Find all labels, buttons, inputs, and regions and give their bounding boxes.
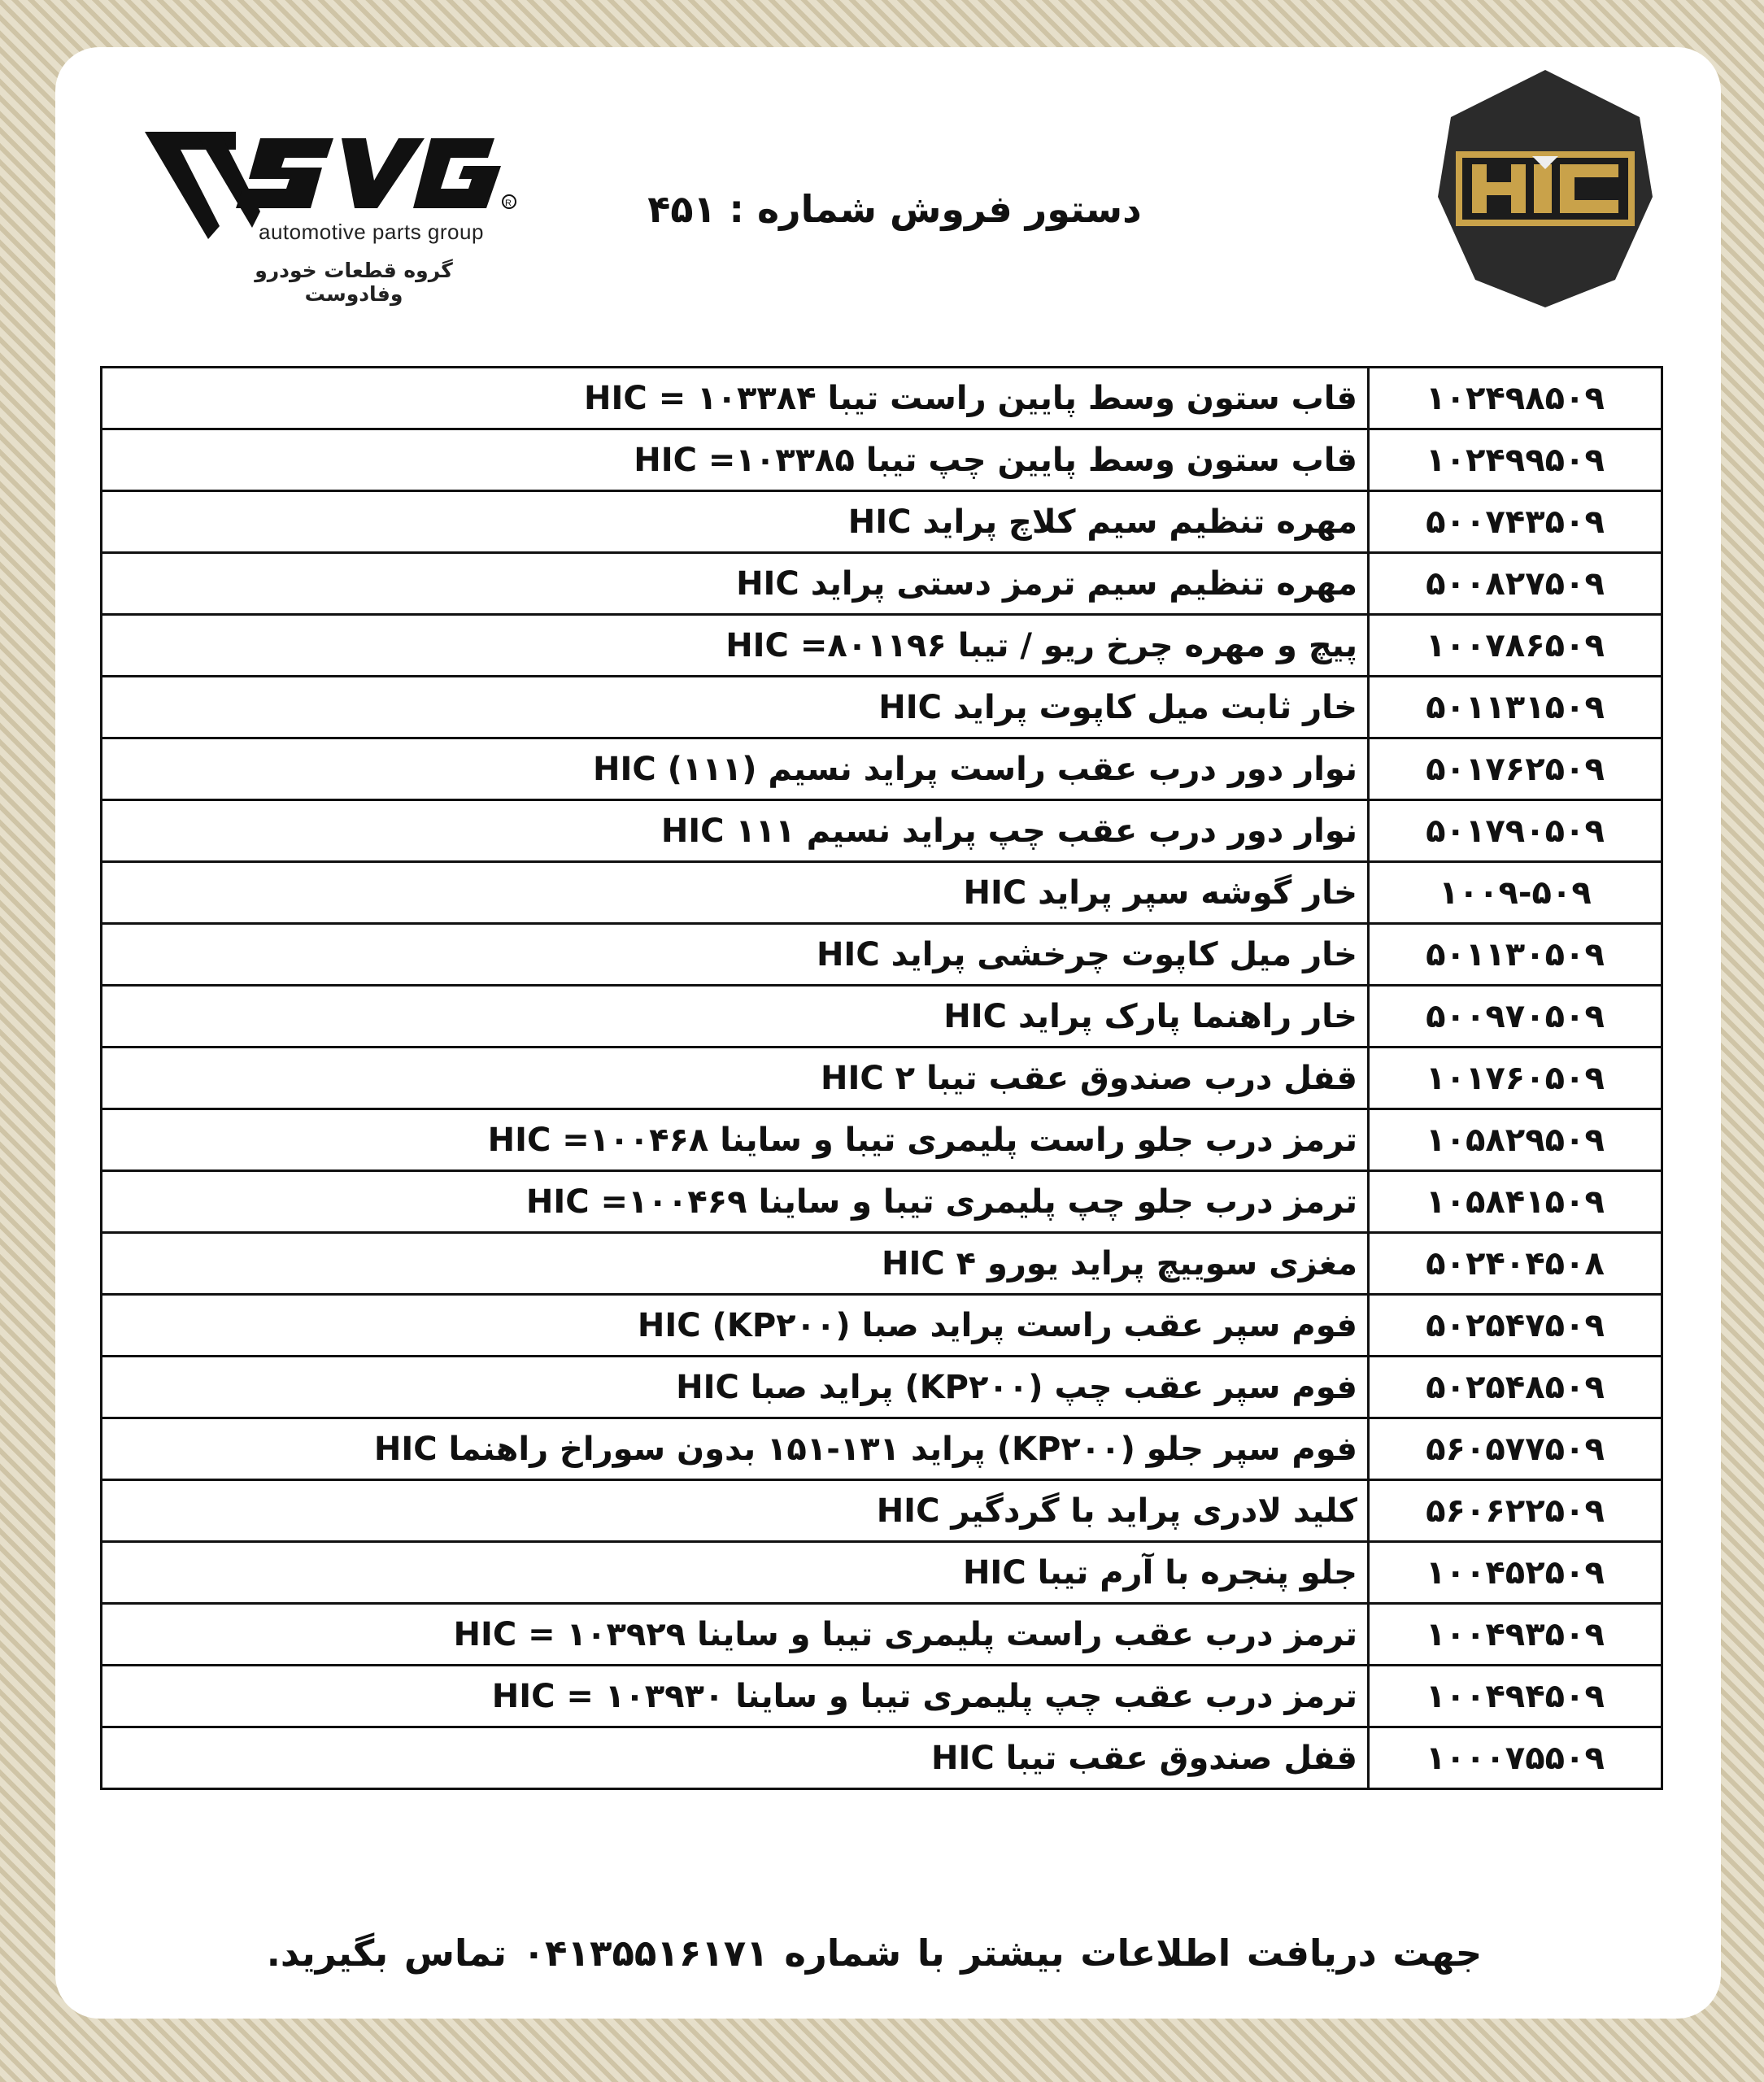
table-row — [102, 368, 1662, 429]
table-row — [102, 1295, 1662, 1357]
hic-brand-logo — [1435, 67, 1656, 311]
table-row — [102, 800, 1662, 862]
table-row — [102, 1233, 1662, 1295]
part-code: ۱۰۵۸۲۹۵۰۹ — [1369, 1109, 1662, 1171]
part-code: ۵۰۲۵۴۷۵۰۹ — [1369, 1295, 1662, 1357]
table-row — [102, 738, 1662, 800]
parts-table-body — [102, 368, 1662, 1789]
part-description: خار راهنما پارک پراید HIC — [102, 986, 1369, 1048]
table-row — [102, 491, 1662, 553]
table-row — [102, 429, 1662, 491]
part-description: نوار دور درب عقب راست پراید نسیم (۱۱۱) HIC — [102, 738, 1369, 800]
table-row — [102, 986, 1662, 1048]
part-description: ترمز درب جلو چپ پلیمری تیبا و ساینا ۱۰۰۴۶۹= HIC — [102, 1171, 1369, 1233]
table-row — [102, 553, 1662, 615]
table-row — [102, 924, 1662, 986]
part-code: ۱۰۲۴۹۸۵۰۹ — [1369, 368, 1662, 429]
part-code: ۱۰۰۴۹۴۵۰۹ — [1369, 1666, 1662, 1727]
table-row — [102, 1480, 1662, 1542]
table-row — [102, 1109, 1662, 1171]
part-description: فوم سپر جلو (KP۲۰۰) پراید ۱۳۱-۱۵۱ بدون سوراخ راهنما HIC — [102, 1418, 1369, 1480]
part-code: ۵۰۱۷۹۰۵۰۹ — [1369, 800, 1662, 862]
part-description: ترمز درب عقب چپ پلیمری تیبا و ساینا ۱۰۳۹۳۰ = HIC — [102, 1666, 1369, 1727]
part-description: قاب ستون وسط پایین راست تیبا ۱۰۳۳۸۴ = HIC — [102, 368, 1369, 429]
part-code: ۵۶۰۵۷۷۵۰۹ — [1369, 1418, 1662, 1480]
part-code: ۵۰۲۴۰۴۵۰۸ — [1369, 1233, 1662, 1295]
part-description: فوم سپر عقب چپ (KP۲۰۰) پراید صبا HIC — [102, 1357, 1369, 1418]
part-description: مغزی سوییچ پراید یورو ۴ HIC — [102, 1233, 1369, 1295]
part-description: خار گوشه سپر پراید HIC — [102, 862, 1369, 924]
table-row — [102, 1418, 1662, 1480]
svg-logo-subtitle: automotive parts group — [259, 220, 484, 244]
table-row — [102, 1542, 1662, 1604]
part-code: ۵۰۱۱۳۱۵۰۹ — [1369, 677, 1662, 738]
part-code: ۱۰۰۹-۵۰۹ — [1369, 862, 1662, 924]
table-row — [102, 1727, 1662, 1789]
table-row — [102, 677, 1662, 738]
table-row — [102, 1048, 1662, 1109]
part-code: ۵۶۰۶۲۲۵۰۹ — [1369, 1480, 1662, 1542]
part-code: ۱۰۵۸۴۱۵۰۹ — [1369, 1171, 1662, 1233]
part-code: ۵۰۰۸۲۷۵۰۹ — [1369, 553, 1662, 615]
table-row — [102, 615, 1662, 677]
part-description: قفل درب صندوق عقب تیبا ۲ HIC — [102, 1048, 1369, 1109]
part-description: جلو پنجره با آرم تیبا HIC — [102, 1542, 1369, 1604]
part-description: مهره تنظیم سیم ترمز دستی پراید HIC — [102, 553, 1369, 615]
part-code: ۵۰۲۵۴۸۵۰۹ — [1369, 1357, 1662, 1418]
part-description: مهره تنظیم سیم کلاچ پراید HIC — [102, 491, 1369, 553]
contact-footer: جهت دریافت اطلاعات بیشتر با شماره ۰۴۱۳۵۵۱۶۱۷۱ تماس بگیرید. — [266, 1932, 1483, 1975]
part-code: ۵۰۰۷۴۳۵۰۹ — [1369, 491, 1662, 553]
part-code: ۱۰۱۷۶۰۵۰۹ — [1369, 1048, 1662, 1109]
table-row — [102, 862, 1662, 924]
parts-table — [100, 366, 1663, 1790]
part-code: ۵۰۰۹۷۰۵۰۹ — [1369, 986, 1662, 1048]
part-description: فوم سپر عقب راست پراید صبا (KP۲۰۰) HIC — [102, 1295, 1369, 1357]
part-description: ترمز درب عقب راست پلیمری تیبا و ساینا ۱۰۳۹۲۹ = HIC — [102, 1604, 1369, 1666]
table-row — [102, 1171, 1662, 1233]
part-code: ۱۰۰۰۷۵۵۰۹ — [1369, 1727, 1662, 1789]
part-description: پیچ و مهره چرخ ریو / تیبا ۸۰۱۱۹۶= HIC — [102, 615, 1369, 677]
part-code: ۱۰۰۷۸۶۵۰۹ — [1369, 615, 1662, 677]
part-code: ۱۰۰۴۹۳۵۰۹ — [1369, 1604, 1662, 1666]
part-description: قفل صندوق عقب تیبا HIC — [102, 1727, 1369, 1789]
part-description: ترمز درب جلو راست پلیمری تیبا و ساینا ۱۰۰۴۶۸= HIC — [102, 1109, 1369, 1171]
table-row — [102, 1357, 1662, 1418]
registered-mark: R — [505, 198, 512, 208]
table-row — [102, 1604, 1662, 1666]
part-description: نوار دور درب عقب چپ پراید نسیم ۱۱۱ HIC — [102, 800, 1369, 862]
part-description: قاب ستون وسط پایین چپ تیبا ۱۰۳۳۸۵= HIC — [102, 429, 1369, 491]
page-title: دستور فروش شماره : ۴۵۱ — [647, 187, 1142, 231]
svg-logo-persian-subtitle: گروه قطعات خودرو وفادوست — [255, 259, 453, 306]
part-code: ۱۰۰۴۵۲۵۰۹ — [1369, 1542, 1662, 1604]
table-row — [102, 1666, 1662, 1727]
part-description: خار ثابت میل کاپوت پراید HIC — [102, 677, 1369, 738]
part-code: ۵۰۱۷۶۲۵۰۹ — [1369, 738, 1662, 800]
part-description: خار میل کاپوت چرخشی پراید HIC — [102, 924, 1369, 986]
part-code: ۱۰۲۴۹۹۵۰۹ — [1369, 429, 1662, 491]
part-description: کلید لادری پراید با گردگیر HIC — [102, 1480, 1369, 1542]
part-code: ۵۰۱۱۳۰۵۰۹ — [1369, 924, 1662, 986]
